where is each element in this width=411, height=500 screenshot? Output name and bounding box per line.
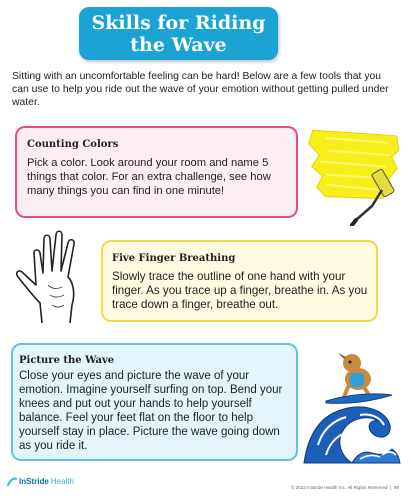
card-body-counting-colors: Pick a color. Look around your room and name 5 things that color. For an extra challenge, see how many things you can find in one minute! bbox=[27, 157, 271, 198]
page-title: Skills for Riding the Wave bbox=[79, 7, 278, 60]
counting-colors-card bbox=[15, 126, 298, 218]
card-heading-picture-the-wave: Picture the Wave bbox=[19, 355, 115, 366]
card-heading-counting-colors: Counting Colors bbox=[27, 139, 119, 150]
logo-instride-text: InStride bbox=[19, 477, 49, 486]
surfing-dog-wave-icon bbox=[300, 345, 408, 467]
instride-health-logo bbox=[7, 476, 74, 486]
card-body-five-finger-breathing: Slowly trace the outline of one hand with your finger. As you trace up a finger, breathe in. As you trace down a finger, breathe out. bbox=[112, 270, 368, 312]
five-finger-breathing-card bbox=[101, 240, 378, 322]
logo-mark-icon bbox=[7, 476, 17, 486]
page-number: 99 bbox=[393, 485, 399, 490]
card-heading-five-finger-breathing: Five Finger Breathing bbox=[112, 253, 236, 264]
card-body-picture-the-wave: Close your eyes and picture the wave of your emotion. Imagine yourself surfing on top. Bend your knees and put out your hands to help yourself balance. Feel your feet flat on the floor to help yourself stay in place. Picture the wave going down as you ride it. bbox=[19, 370, 283, 453]
picture-the-wave-card bbox=[11, 343, 298, 461]
hand-outline-icon bbox=[12, 225, 97, 325]
copyright-text: © 2023 InStride Health Inc. All Rights Reserved bbox=[290, 485, 388, 490]
footer-copyright: © 2023 InStride Health Inc. All Rights Reserved | 99 bbox=[290, 485, 399, 490]
intro-text: Sitting with an uncomfortable feeling can be hard! Below are a few tools that you can use to help you ride out the wave of your emotion without getting pulled under water. bbox=[12, 71, 389, 108]
logo-health-text: Health bbox=[50, 477, 74, 486]
paint-roller-icon bbox=[300, 122, 405, 226]
